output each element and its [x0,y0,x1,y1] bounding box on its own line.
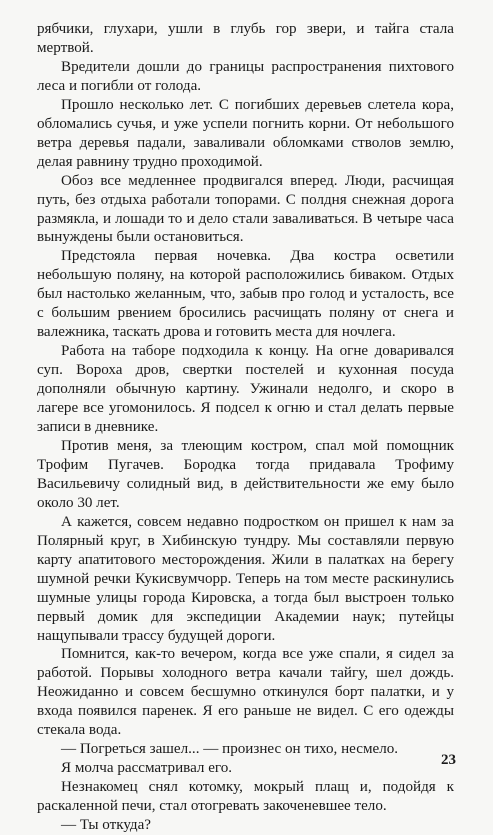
paragraph: А кажется, совсем недавно подростком он пришел к нам за Полярный круг, в Хибинскую тундру. Мы составляли первую карту апатитового месторождения. Жили в палатках на берегу шумной речки Кукисвумчорр. Теперь на том месте раскинулись шумные улицы города Кировска, а тогда был выстроен только первый домик для экспедиции Академии наук; путейцы нащупывали трассу будущей дороги. [37,513,454,644]
paragraph: Предстояла первая ночевка. Два костра осветили небольшую поляну, на которой расположились биваком. Отдых был настолько желанным, что, забыв про голод и усталость, все с большим рвением бросились расчищать поляну от снега и валежника, таскать дрова и готовить места для ночлега. [37,248,454,341]
page-body-text [37,20,454,835]
paragraph: рябчики, глухари, ушли в глубь гор звери, и тайга стала мертвой. [37,21,454,56]
page-number: 23 [441,752,456,768]
paragraph: Я молча рассматривал его. [61,760,233,777]
paragraph: Незнакомец снял котомку, мокрый плащ и, подойдя к раскаленной печи, стал отогревать закоченевшее тело. [37,779,454,815]
paragraph: Обоз все медленнее продвигался вперед. Люди, расчищая путь, без отдыха работали топорами. С полдня снежная дорога размякла, и лошади то и дело стали заваливаться. В четыре часа вынуждены были остановиться. [37,172,454,246]
paragraph: Помнится, как-то вечером, когда все уже спали, я сидел за работой. Порывы холодного ветра качали тайгу, шел дождь. Неожиданно и совсем бесшумно откинулся борт палатки, и у входа появился паренек. Я его раньше не видел. С его одежды стекала вода. [37,646,454,739]
paragraph: — Погреться зашел... — произнес он тихо, несмело. [61,741,399,758]
paragraph: Работа на таборе подходила к концу. На огне доваривался суп. Вороха дров, свертки постелей и кухонная посуда дополняли обычную картину. Ужинали недолго, и скоро в лагере все угомонилось. Я подсел к огню и стал делать первые записи в дневнике. [37,343,454,436]
paragraph: — Ты откуда? [61,817,151,834]
paragraph: Прошло несколько лет. С погибших деревьев слетела кора, обломались сучья, и уже успели погнить корни. От небольшого ветра деревья падали, заваливали обломками стволов землю, делая равнину трудно проходимой. [37,96,454,170]
paragraph: Против меня, за тлеющим костром, спал мой помощник Трофим Пугачев. Бородка тогда придавала Трофиму Васильевичу солидный вид, в действительности же ему было около 30 лет. [37,437,454,511]
paragraph: Вредители дошли до границы распространения пихтового леса и погибли от голода. [37,58,454,94]
